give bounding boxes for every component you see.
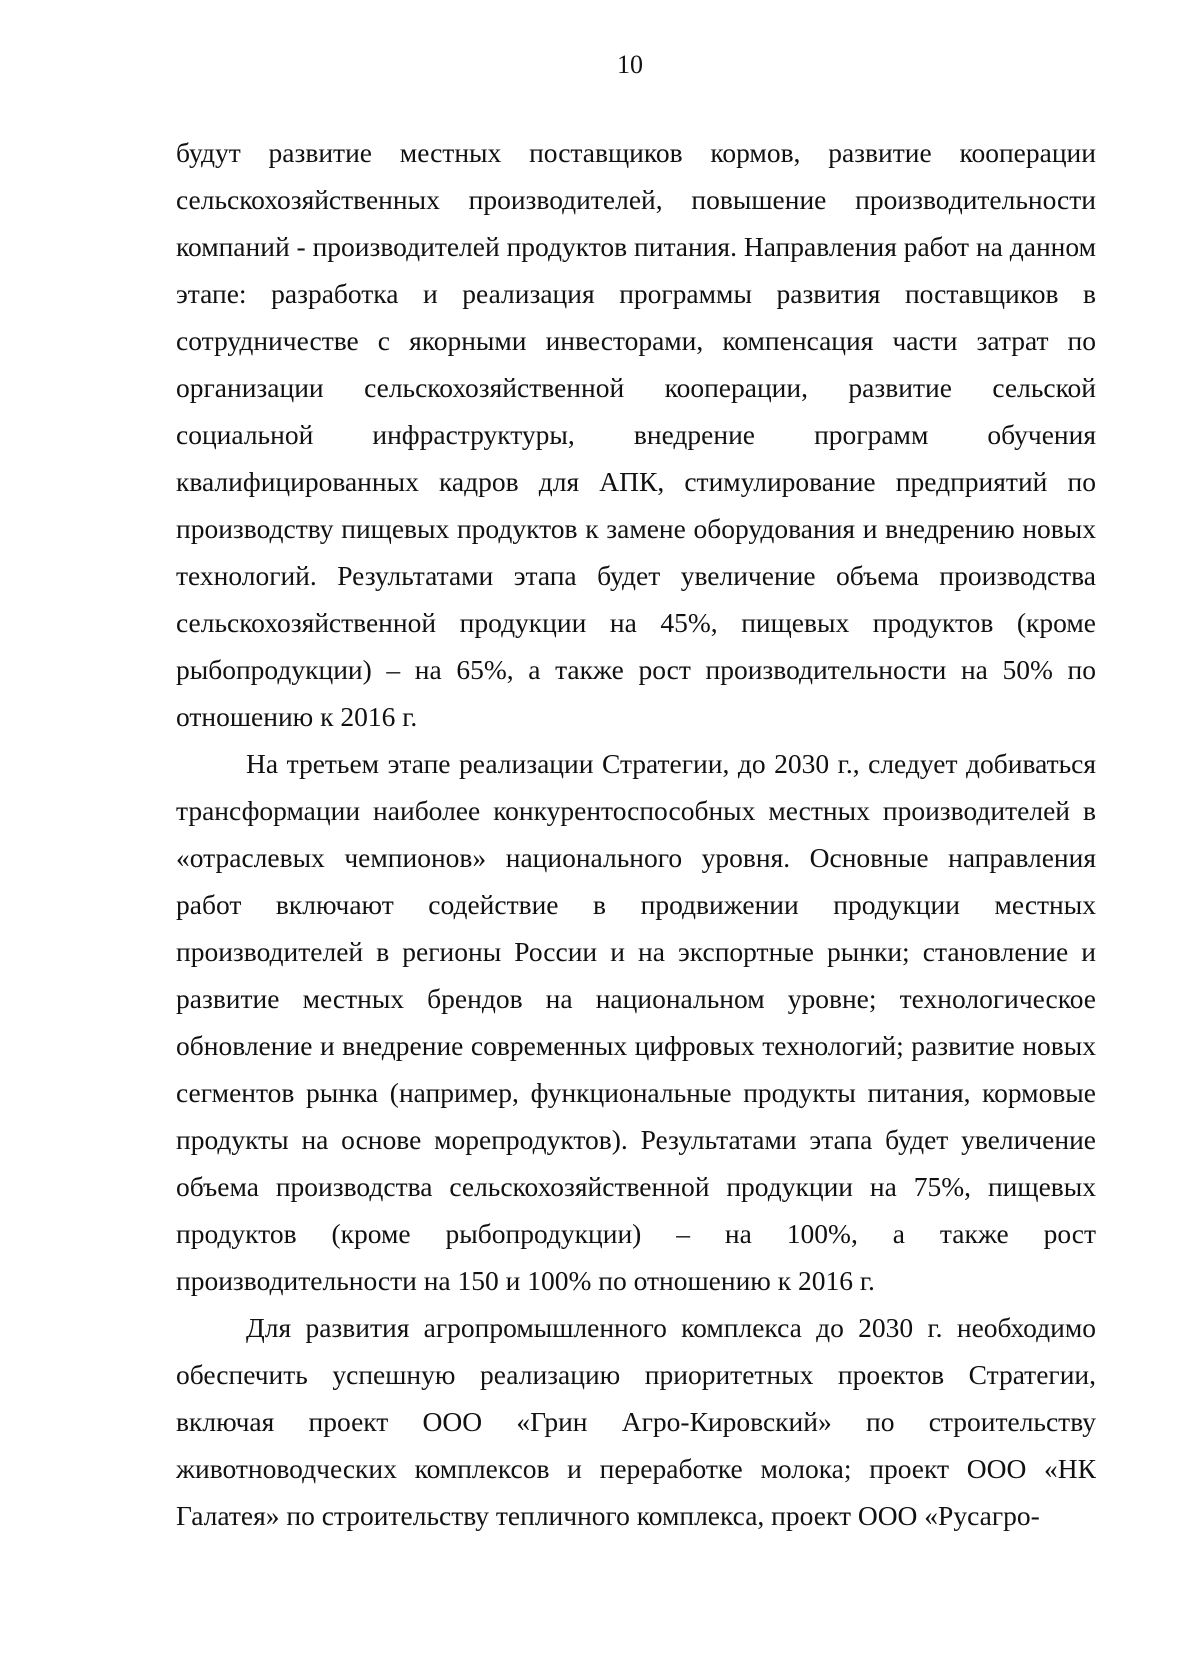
paragraph-third-stage: На третьем этапе реализации Стратегии, до 2030 г., следует добиваться трансформации наиболее конкурентоспособных местных производителей в «отраслевых чемпионов» национального уровня. Основные направления работ включают содействие в продвижении продукции местных производителей в регионы России и на экспортные рынки; становление и развитие местных брендов на национальном уровне; технологическое обновление и внедрение современных цифровых технологий; развитие новых сегментов рынка (например, функциональные продукты питания, кормовые продукты на основе морепродуктов). Результатами этапа будет увеличение объема производства сельскохозяйственной продукции на 75%, пищевых продуктов (кроме рыбопродукции) – на 100%, а также рост производительности на 150 и 100% по отношению к 2016 г. — [176, 748, 1096, 1296]
document-body — [176, 129, 1096, 1539]
page-number: 10 — [617, 50, 643, 79]
paragraph-continuation: будут развитие местных поставщиков кормов, развитие кооперации сельскохозяйственных производителей, повышение производительности компаний - производителей продуктов питания. Направления работ на данном этапе: разработка и реализация программы развития поставщиков в сотрудничестве с якорными инвесторами, компенсация части затрат по организации сельскохозяйственной кооперации, развитие сельской социальной инфраструктуры, внедрение программ обучения квалифицированных кадров для АПК, стимулирование предприятий по производству пищевых продуктов к замене оборудования и внедрению новых технологий. Результатами этапа будет увеличение объема производства сельскохозяйственной продукции на 45%, пищевых продуктов (кроме рыбопродукции) – на 65%, а также рост производительности на 50% по отношению к 2016 г. — [176, 137, 1097, 732]
paragraph-priority-projects: Для развития агропромышленного комплекса до 2030 г. необходимо обеспечить успешную реализацию приоритетных проектов Стратегии, включая проект ООО «Грин Агро-Кировский» по строительству животноводческих комплексов и переработке молока; проект ООО «НК Галатея» по строительству тепличного комплекса, проект ООО «Русагро- — [176, 1312, 1096, 1531]
